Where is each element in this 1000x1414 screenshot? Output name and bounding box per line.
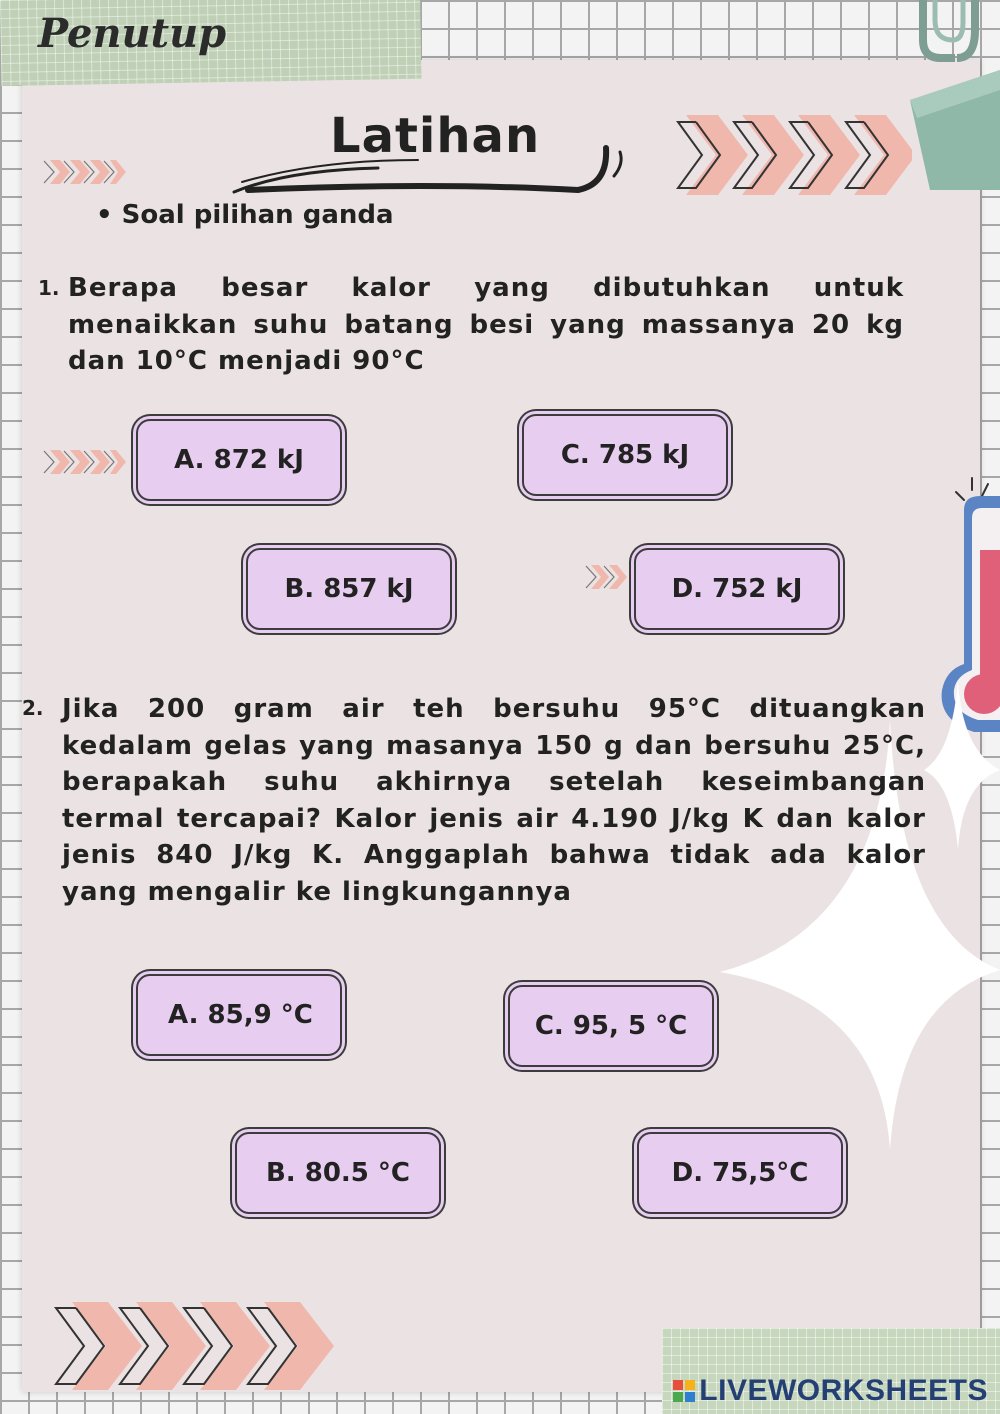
question-2-text: Jika 200 gram air teh bersuhu 95°C dituangkan kedalam gelas yang masanya 150 g dan bersuhu 25°C, berapakah suhu akhirnya setelah keseimbangan termal tercapai? Kalor jenis air 4.190 J/kg K dan kalor jenis 840 J/kg K. Anggaplah bahwa tidak ada kalor yang mengalir ke lingkungannya	[62, 694, 926, 907]
small-chevrons-icon	[40, 157, 126, 187]
liveworksheets-logo	[673, 1374, 988, 1408]
q2-option-c[interactable]: C. 95, 5 °C	[508, 985, 714, 1067]
small-chevrons-icon	[40, 447, 126, 477]
q2-option-a[interactable]: A. 85,9 °C	[136, 974, 342, 1056]
worksheet-title: Latihan	[330, 108, 541, 164]
q1-option-c[interactable]: C. 785 kJ	[522, 414, 728, 496]
chevron-arrows-icon	[50, 1296, 340, 1396]
question-2-number: 2.	[22, 696, 44, 720]
title-swash-underline	[228, 140, 628, 200]
chevron-arrows-icon	[672, 110, 912, 200]
q1-option-a[interactable]: A. 872 kJ	[136, 419, 342, 501]
question-1-number: 1.	[38, 276, 60, 300]
question-1-text: Berapa besar kalor yang dibutuhkan untuk menaikkan suhu batang besi yang massanya 20 kg dan 10°C menjadi 90°C	[68, 273, 904, 376]
brand-name: LIVEWORKSHEETS	[699, 1374, 988, 1407]
q2-option-d[interactable]: D. 75,5°C	[637, 1132, 843, 1214]
q2-option-b[interactable]: B. 80.5 °C	[235, 1132, 441, 1214]
section-title: Penutup	[38, 10, 227, 57]
small-chevrons-icon	[583, 562, 631, 592]
q1-option-b[interactable]: B. 857 kJ	[246, 548, 452, 630]
liveworksheets-logo-icon	[673, 1380, 695, 1402]
subtitle-multiple-choice: • Soal pilihan ganda	[96, 200, 394, 230]
q1-option-d[interactable]: D. 752 kJ	[634, 548, 840, 630]
